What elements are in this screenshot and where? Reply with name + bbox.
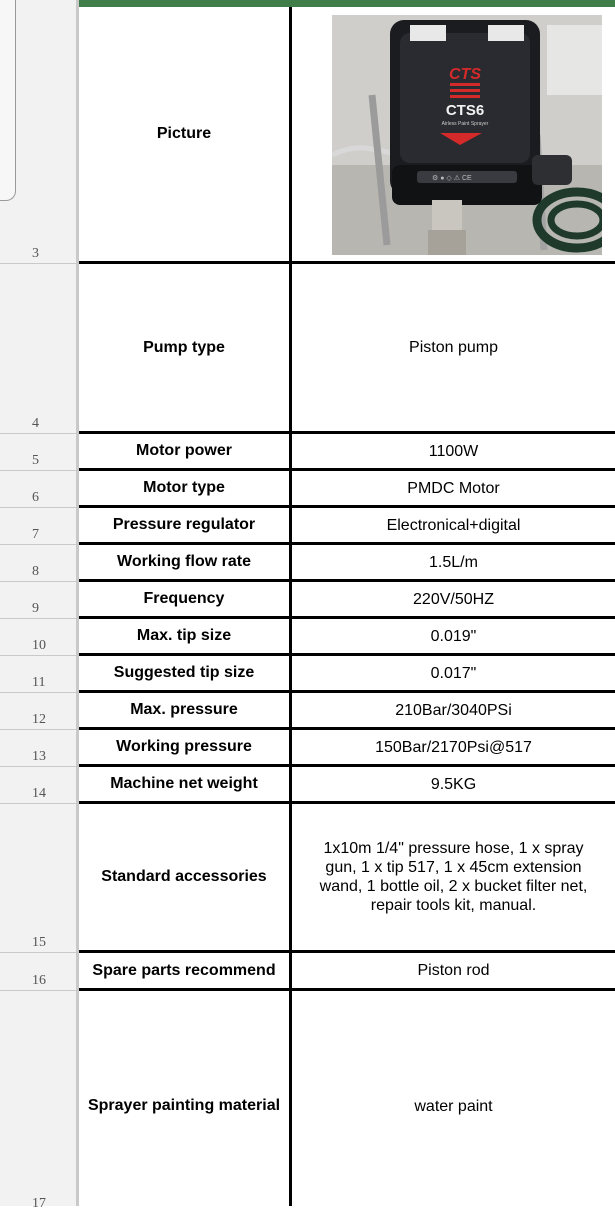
row-value-cell[interactable]: 1.5L/m	[429, 553, 478, 571]
row-value-cell[interactable]: 1100W	[428, 442, 479, 460]
row-number[interactable]: 7	[0, 508, 76, 545]
row-number[interactable]: 4	[0, 264, 76, 434]
table-row	[79, 656, 615, 690]
row-number[interactable]: 9	[0, 582, 76, 619]
row-value-cell[interactable]: Piston rod	[417, 962, 490, 979]
row-number[interactable]: 15	[0, 804, 76, 953]
row-label-cell[interactable]: Machine net weight	[110, 775, 258, 792]
row-label-cell[interactable]: Picture	[156, 125, 212, 142]
sheet-accent-bar	[79, 0, 615, 7]
table-row	[79, 508, 615, 542]
row-value-cell[interactable]: 9.5KG	[430, 775, 477, 793]
table-row	[79, 545, 615, 579]
row-value-cell[interactable]: water paint	[414, 1097, 493, 1115]
row-number[interactable]: 17	[32, 1196, 46, 1211]
table-row	[79, 804, 615, 950]
row-label-cell[interactable]: Standard accessories	[101, 868, 267, 885]
row-label-cell[interactable]: Frequency	[143, 590, 225, 607]
paint-sprayer-image	[332, 15, 602, 255]
table-row	[79, 582, 615, 616]
table-row	[79, 991, 615, 1221]
spec-table	[79, 7, 615, 1206]
svg-text:⚙ ● ◇ ⚠ CE: ⚙ ● ◇ ⚠ CE	[432, 175, 472, 182]
row-value-cell[interactable]: 210Bar/3040PSi	[395, 701, 512, 719]
row-label-cell[interactable]: Max. tip size	[136, 627, 232, 644]
row-value-cell[interactable]: Electronical+digital	[386, 516, 521, 534]
row-value-cell[interactable]: 1x10m 1/4" pressure hose, 1 x spray gun, 1 x tip 517, 1 x 45cm extension wand, 1 bottle oil, 2 x bucket filter net, repair tools kit, manual.	[319, 840, 588, 914]
row-number[interactable]: 6	[0, 471, 76, 508]
table-row	[79, 619, 615, 653]
table-row	[79, 767, 615, 801]
row-number[interactable]: 11	[0, 656, 76, 693]
table-row	[79, 730, 615, 764]
row-label-cell[interactable]: Sprayer painting material	[87, 1097, 281, 1114]
row-value-cell[interactable]: 0.017"	[430, 664, 477, 682]
row-number[interactable]: 10	[0, 619, 76, 656]
table-row	[79, 471, 615, 505]
row-label-cell[interactable]: Pressure regulator	[112, 516, 256, 533]
row-number[interactable]: 5	[0, 434, 76, 471]
table-row	[79, 264, 615, 431]
row-number[interactable]: 8	[0, 545, 76, 582]
row-value-cell[interactable]: Piston pump	[409, 339, 498, 356]
column-divider	[289, 7, 292, 1206]
row-number[interactable]: 14	[0, 767, 76, 804]
row-label-cell[interactable]: Max. pressure	[130, 701, 238, 718]
row-number[interactable]: 13	[0, 730, 76, 767]
table-row	[79, 953, 615, 988]
svg-text:CTS: CTS	[449, 66, 481, 83]
row-value-cell[interactable]: 220V/50HZ	[413, 590, 494, 608]
table-row	[79, 693, 615, 727]
row-value-cell[interactable]: 0.019"	[430, 627, 477, 645]
svg-text:CTS6: CTS6	[445, 102, 485, 119]
row-number[interactable]: 12	[0, 693, 76, 730]
row-header-gutter	[0, 0, 79, 1211]
row-value-cell[interactable]: 150Bar/2170Psi@517	[375, 738, 532, 756]
row-number[interactable]: 16	[0, 953, 76, 991]
table-row	[79, 434, 615, 468]
row-label-cell[interactable]: Pump type	[143, 338, 225, 356]
svg-text:Airless Paint Sprayer: Airless Paint Sprayer	[441, 121, 489, 127]
product-photo[interactable]	[332, 15, 602, 255]
row-label-cell[interactable]: Suggested tip size	[113, 664, 255, 681]
row-label-cell[interactable]: Working pressure	[116, 738, 252, 755]
row-value-cell[interactable]: PMDC Motor	[407, 479, 500, 497]
row-label-cell[interactable]: Motor power	[136, 442, 232, 459]
row-label-cell[interactable]: Spare parts recommend	[92, 961, 276, 979]
row-label-cell[interactable]: Motor type	[143, 479, 225, 496]
row-label-cell[interactable]: Working flow rate	[117, 553, 251, 570]
row-number[interactable]: 3	[0, 0, 76, 264]
